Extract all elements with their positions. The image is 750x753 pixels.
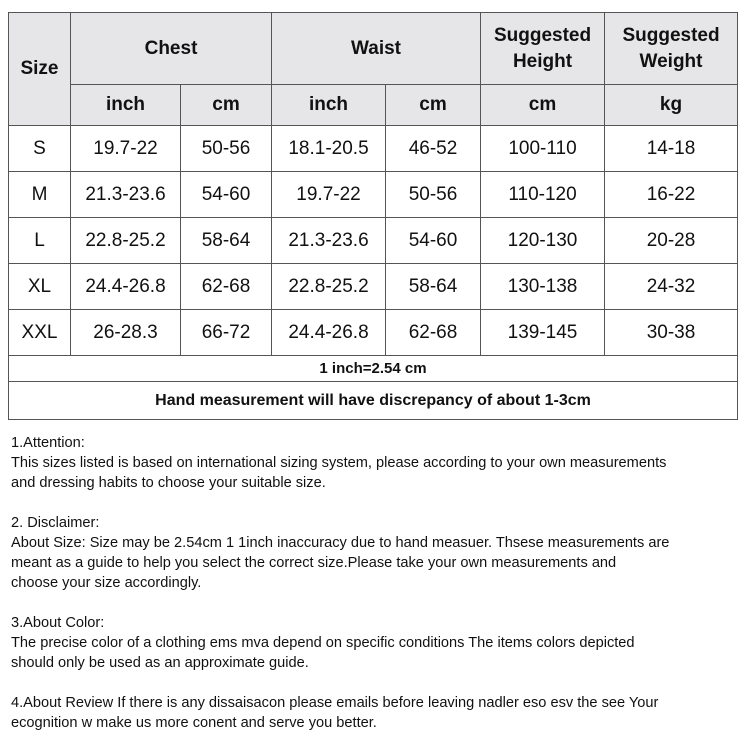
chest-cm-cell: 58-64: [181, 218, 272, 264]
waist-inch-cell: 19.7-22: [272, 172, 386, 218]
weight-cell: 14-18: [605, 126, 738, 172]
unit-waist-inch: inch: [272, 85, 386, 126]
waist-inch-cell: 18.1-20.5: [272, 126, 386, 172]
unit-chest-cm: cm: [181, 85, 272, 126]
note-title: 3.About Color:: [11, 615, 105, 631]
color-note: [11, 613, 741, 673]
chest-cm-cell: 62-68: [181, 264, 272, 310]
header-suggested-height: [481, 13, 605, 85]
unit-weight-kg: kg: [605, 85, 738, 126]
header-height-line2: Height: [512, 50, 573, 72]
waist-inch-cell: 22.8-25.2: [272, 264, 386, 310]
note-line: The precise color of a clothing ems mva depend on specific conditions The items colors depicted: [11, 635, 635, 651]
table-row: [9, 218, 738, 264]
size-cell: L: [9, 218, 71, 264]
chest-inch-cell: 24.4-26.8: [71, 264, 181, 310]
chest-inch-cell: 22.8-25.2: [71, 218, 181, 264]
conversion-note: 1 inch=2.54 cm: [9, 356, 738, 382]
size-cell: M: [9, 172, 71, 218]
header-size: Size: [9, 13, 71, 126]
header-chest: Chest: [71, 13, 272, 85]
header-weight-line2: Weight: [639, 50, 703, 72]
note-line: choose your size accordingly.: [11, 575, 202, 591]
waist-cm-cell: 58-64: [386, 264, 481, 310]
waist-cm-cell: 62-68: [386, 310, 481, 356]
weight-cell: 30-38: [605, 310, 738, 356]
weight-cell: 24-32: [605, 264, 738, 310]
table-row: [9, 264, 738, 310]
note-line: and dressing habits to choose your suitable size.: [11, 475, 326, 491]
header-row: [9, 13, 738, 85]
table-row: [9, 310, 738, 356]
chest-cm-cell: 50-56: [181, 126, 272, 172]
notes-section: [11, 433, 741, 753]
height-cell: 130-138: [481, 264, 605, 310]
waist-cm-cell: 46-52: [386, 126, 481, 172]
height-cell: 120-130: [481, 218, 605, 264]
note-title: 1.Attention:: [11, 435, 85, 451]
size-cell: S: [9, 126, 71, 172]
note-line: About Size: Size may be 2.54cm 1 1inch inaccuracy due to hand measuer. Thsese measurements are: [11, 535, 670, 551]
chest-cm-cell: 66-72: [181, 310, 272, 356]
waist-cm-cell: 50-56: [386, 172, 481, 218]
header-waist: Waist: [272, 13, 481, 85]
units-row: [9, 85, 738, 126]
note-title: 2. Disclaimer:: [11, 515, 100, 531]
discrepancy-row: [9, 382, 738, 420]
chest-inch-cell: 21.3-23.6: [71, 172, 181, 218]
waist-inch-cell: 21.3-23.6: [272, 218, 386, 264]
unit-height-cm: cm: [481, 85, 605, 126]
discrepancy-note: Hand measurement will have discrepancy of about 1-3cm: [9, 382, 738, 420]
review-note: [11, 693, 741, 733]
size-chart-table: [8, 12, 738, 420]
note-line: should only be used as an approximate guide.: [11, 655, 309, 671]
attention-note: [11, 433, 741, 493]
note-line: meant as a guide to help you select the correct size.Please take your own measurements and: [11, 555, 617, 571]
weight-cell: 20-28: [605, 218, 738, 264]
height-cell: 139-145: [481, 310, 605, 356]
header-weight-line1: Suggested: [622, 24, 720, 46]
conversion-row: [9, 356, 738, 382]
unit-chest-inch: inch: [71, 85, 181, 126]
height-cell: 100-110: [481, 126, 605, 172]
chest-inch-cell: 19.7-22: [71, 126, 181, 172]
waist-inch-cell: 24.4-26.8: [272, 310, 386, 356]
waist-cm-cell: 54-60: [386, 218, 481, 264]
note-line: ecognition w make us more conent and serve you better.: [11, 715, 377, 731]
note-line: 4.About Review If there is any dissaisacon please emails before leaving nadler eso esv the see Your: [11, 695, 659, 711]
chest-inch-cell: 26-28.3: [71, 310, 181, 356]
disclaimer-note: [11, 513, 741, 593]
table-row: [9, 172, 738, 218]
size-cell: XXL: [9, 310, 71, 356]
table-row: [9, 126, 738, 172]
height-cell: 110-120: [481, 172, 605, 218]
size-cell: XL: [9, 264, 71, 310]
chest-cm-cell: 54-60: [181, 172, 272, 218]
weight-cell: 16-22: [605, 172, 738, 218]
header-height-line1: Suggested: [493, 24, 592, 46]
unit-waist-cm: cm: [386, 85, 481, 126]
header-suggested-weight: [605, 13, 738, 85]
note-line: This sizes listed is based on international sizing system, please according to your own measurements: [11, 455, 667, 471]
